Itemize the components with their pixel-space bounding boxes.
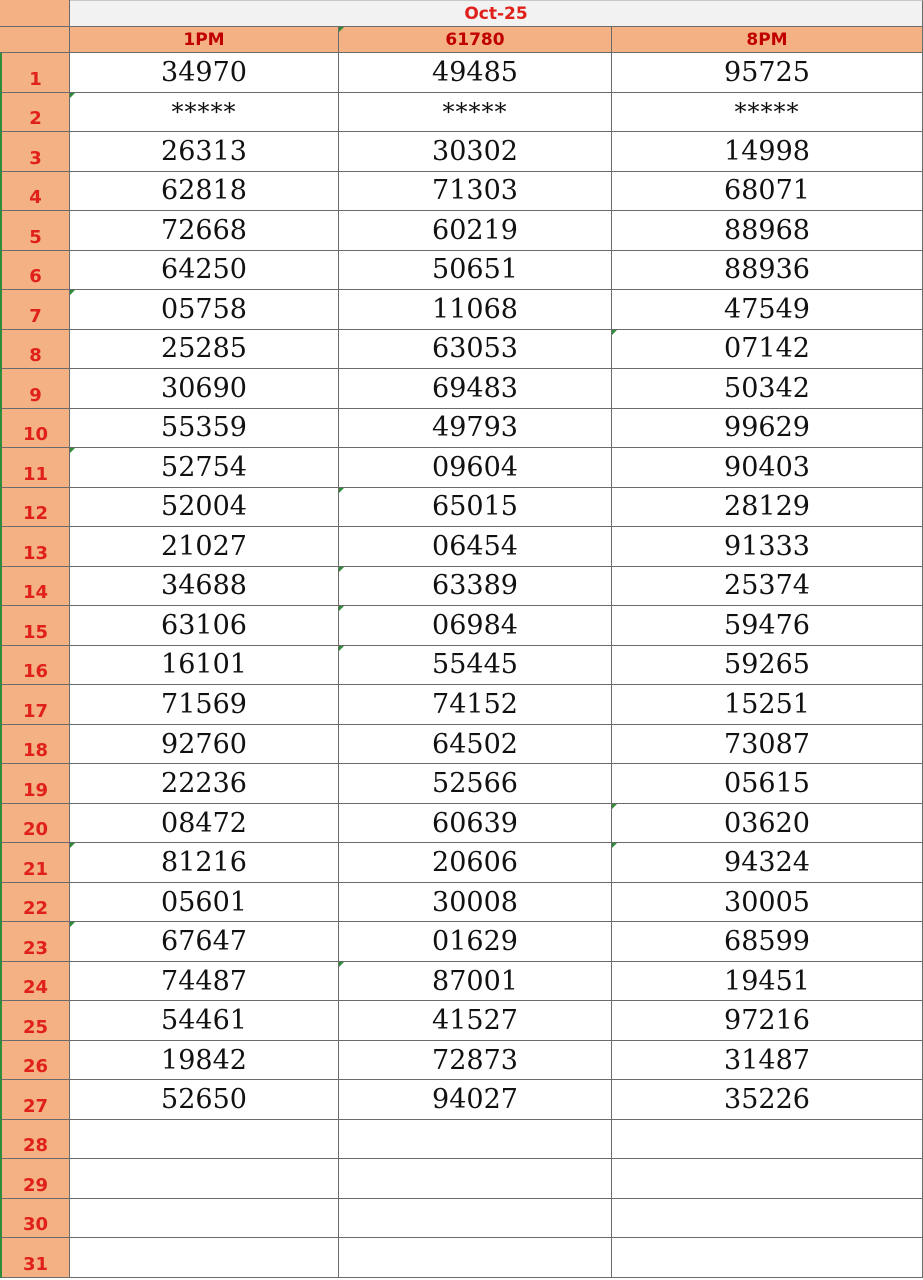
result-cell: 09604: [339, 448, 612, 488]
column-header-1: 1PM: [70, 27, 339, 53]
result-cell: 52650: [70, 1080, 339, 1120]
result-cell: 63053: [339, 330, 612, 370]
row-number: 5: [0, 211, 70, 251]
result-cell: 68071: [612, 172, 923, 212]
result-cell: 35226: [612, 1080, 923, 1120]
row-number: 14: [0, 567, 70, 607]
result-cell: *****: [339, 93, 612, 133]
result-cell: 25285: [70, 330, 339, 370]
result-cell: 50342: [612, 369, 923, 409]
result-cell: 63106: [70, 606, 339, 646]
row-number: 20: [0, 804, 70, 844]
result-cell: 73087: [612, 725, 923, 765]
result-cell: 30690: [70, 369, 339, 409]
result-cell: 65015: [339, 488, 612, 528]
row-number: 2: [0, 93, 70, 133]
result-cell: [612, 1238, 923, 1278]
row-number: 17: [0, 685, 70, 725]
result-cell: 20606: [339, 843, 612, 883]
column-header-3: 8PM: [612, 27, 923, 53]
row-number: 13: [0, 527, 70, 567]
row-number: 26: [0, 1041, 70, 1081]
result-cell: 91333: [612, 527, 923, 567]
row-number: 11: [0, 448, 70, 488]
result-cell: 03620: [612, 804, 923, 844]
result-cell: 60639: [339, 804, 612, 844]
result-cell: 49793: [339, 409, 612, 449]
result-cell: 19842: [70, 1041, 339, 1081]
result-cell: 19451: [612, 962, 923, 1002]
result-cell: 90403: [612, 448, 923, 488]
result-cell: [70, 1199, 339, 1239]
row-number: 24: [0, 962, 70, 1002]
result-cell: 64250: [70, 251, 339, 291]
result-cell: 07142: [612, 330, 923, 370]
result-cell: 55445: [339, 646, 612, 686]
result-cell: 74487: [70, 962, 339, 1002]
result-cell: 34970: [70, 53, 339, 93]
result-cell: 71303: [339, 172, 612, 212]
row-number: 3: [0, 132, 70, 172]
result-cell: 67647: [70, 922, 339, 962]
result-cell: 47549: [612, 290, 923, 330]
result-cell: [339, 1159, 612, 1199]
result-cell: 30005: [612, 883, 923, 923]
result-cell: 31487: [612, 1041, 923, 1081]
result-cell: 52566: [339, 764, 612, 804]
row-number: 22: [0, 883, 70, 923]
row-number: 31: [0, 1238, 70, 1278]
row-number: 4: [0, 172, 70, 212]
result-cell: 25374: [612, 567, 923, 607]
row-number: 29: [0, 1159, 70, 1199]
result-cell: 97216: [612, 1001, 923, 1041]
result-cell: 52754: [70, 448, 339, 488]
result-cell: 88936: [612, 251, 923, 291]
row-number: 28: [0, 1120, 70, 1160]
row-number: 21: [0, 843, 70, 883]
result-cell: 88968: [612, 211, 923, 251]
result-cell: 01629: [339, 922, 612, 962]
result-cell: 15251: [612, 685, 923, 725]
result-cell: *****: [70, 93, 339, 133]
result-cell: [612, 1120, 923, 1160]
result-cell: [612, 1159, 923, 1199]
result-cell: 72668: [70, 211, 339, 251]
result-cell: 14998: [612, 132, 923, 172]
result-cell: 55359: [70, 409, 339, 449]
row-number: 18: [0, 725, 70, 765]
result-cell: 99629: [612, 409, 923, 449]
result-cell: 72873: [339, 1041, 612, 1081]
row-number: 15: [0, 606, 70, 646]
result-cell: 60219: [339, 211, 612, 251]
result-cell: 59265: [612, 646, 923, 686]
row-number: 23: [0, 922, 70, 962]
result-cell: *****: [612, 93, 923, 133]
row-number: 10: [0, 409, 70, 449]
result-cell: [70, 1238, 339, 1278]
corner-cell-top: [0, 0, 70, 27]
result-cell: [339, 1120, 612, 1160]
corner-cell-bottom: [0, 27, 70, 53]
result-cell: 34688: [70, 567, 339, 607]
result-cell: 52004: [70, 488, 339, 528]
result-cell: 05601: [70, 883, 339, 923]
result-cell: 54461: [70, 1001, 339, 1041]
row-number: 19: [0, 764, 70, 804]
row-number: 30: [0, 1199, 70, 1239]
result-cell: 94324: [612, 843, 923, 883]
result-cell: 87001: [339, 962, 612, 1002]
result-cell: 28129: [612, 488, 923, 528]
result-cell: 08472: [70, 804, 339, 844]
result-cell: 63389: [339, 567, 612, 607]
result-cell: 06984: [339, 606, 612, 646]
result-cell: 26313: [70, 132, 339, 172]
result-cell: [70, 1159, 339, 1199]
result-cell: 21027: [70, 527, 339, 567]
result-cell: 71569: [70, 685, 339, 725]
result-cell: 81216: [70, 843, 339, 883]
result-cell: 92760: [70, 725, 339, 765]
row-number: 9: [0, 369, 70, 409]
result-cell: 11068: [339, 290, 612, 330]
result-cell: 62818: [70, 172, 339, 212]
row-number: 8: [0, 330, 70, 370]
result-cell: 22236: [70, 764, 339, 804]
result-cell: 95725: [612, 53, 923, 93]
result-cell: 16101: [70, 646, 339, 686]
result-cell: 69483: [339, 369, 612, 409]
result-cell: 30302: [339, 132, 612, 172]
result-cell: [339, 1199, 612, 1239]
result-cell: 06454: [339, 527, 612, 567]
month-header: Oct-25: [70, 0, 923, 27]
result-cell: 64502: [339, 725, 612, 765]
result-cell: [612, 1199, 923, 1239]
result-cell: 49485: [339, 53, 612, 93]
row-number: 6: [0, 251, 70, 291]
result-cell: 94027: [339, 1080, 612, 1120]
result-cell: 50651: [339, 251, 612, 291]
result-cell: 30008: [339, 883, 612, 923]
row-number: 16: [0, 646, 70, 686]
result-cell: [70, 1120, 339, 1160]
result-cell: 05758: [70, 290, 339, 330]
result-cell: [339, 1238, 612, 1278]
result-cell: 59476: [612, 606, 923, 646]
row-number: 7: [0, 290, 70, 330]
row-number: 12: [0, 488, 70, 528]
row-number: 25: [0, 1001, 70, 1041]
row-number: 1: [0, 53, 70, 93]
result-cell: 68599: [612, 922, 923, 962]
result-cell: 05615: [612, 764, 923, 804]
result-cell: 74152: [339, 685, 612, 725]
result-cell: 41527: [339, 1001, 612, 1041]
row-number: 27: [0, 1080, 70, 1120]
column-header-2: 61780: [339, 27, 612, 53]
